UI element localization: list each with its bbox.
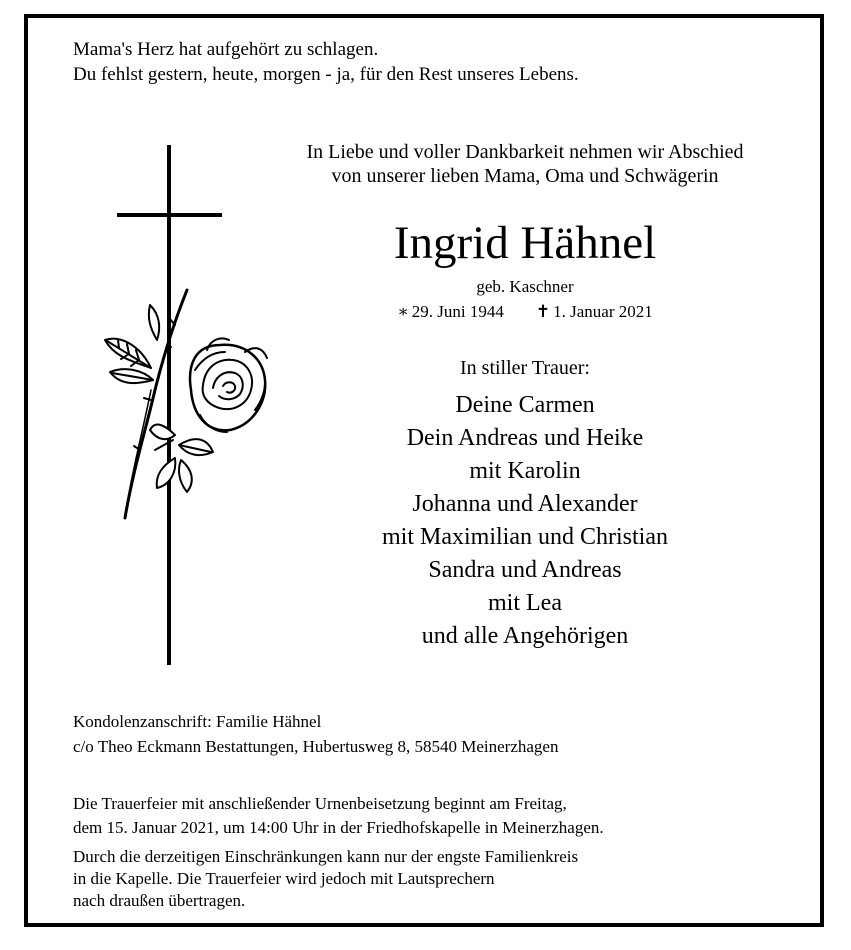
birth-date: 29. Juni 1944	[411, 302, 504, 321]
mourner-line: Sandra und Andreas	[428, 557, 622, 583]
restrictions-line-1: Durch die derzeitigen Einschränkungen kann nur der engste Familienkreis	[73, 847, 579, 866]
restrictions-line-2: in die Kapelle. Die Trauerfeier wird jedoch mit Lautsprechern	[73, 869, 495, 888]
birth-name: geb. Kaschner	[476, 277, 574, 296]
death-cross-icon: ✝	[535, 302, 551, 321]
quote-line-2: Du fehlst gestern, heute, morgen - ja, für den Rest unseres Lebens.	[73, 64, 579, 85]
condolence-line-2: c/o Theo Eckmann Bestattungen, Hubertusweg 8, 58540 Meinerzhagen	[73, 737, 559, 756]
intro-line-2: von unserer lieben Mama, Oma und Schwägerin	[331, 165, 719, 187]
intro-line-1: In Liebe und voller Dankbarkeit nehmen wir Abschied	[306, 141, 744, 163]
mourner-line: mit Karolin	[469, 458, 581, 484]
cross-rose-illustration	[95, 140, 285, 670]
deceased-name: Ingrid Hähnel	[393, 217, 657, 269]
restrictions-line-3: nach draußen übertragen.	[73, 891, 246, 910]
mourner-line: mit Maximilian und Christian	[382, 524, 668, 550]
rose-icon	[105, 290, 267, 518]
condolence-line-1: Kondolenzanschrift: Familie Hähnel	[73, 712, 322, 731]
funeral-line-1: Die Trauerfeier mit anschließender Urnenbeisetzung beginnt am Freitag,	[73, 794, 567, 813]
quote-line-1: Mama's Herz hat aufgehört zu schlagen.	[73, 39, 379, 60]
mourner-line: Johanna und Alexander	[412, 491, 638, 517]
death-date: 1. Januar 2021	[553, 302, 653, 321]
mourner-line: Dein Andreas und Heike	[406, 425, 644, 451]
life-dates	[275, 303, 775, 320]
mourner-line: und alle Angehörigen	[421, 623, 629, 649]
funeral-line-2: dem 15. Januar 2021, um 14:00 Uhr in der Friedhofskapelle in Meinerzhagen.	[73, 818, 604, 837]
mourner-line: Deine Carmen	[455, 392, 595, 418]
birth-star-icon: ∗	[397, 302, 409, 321]
mourners-heading: In stiller Trauer:	[460, 357, 590, 379]
mourner-line: mit Lea	[488, 590, 562, 616]
